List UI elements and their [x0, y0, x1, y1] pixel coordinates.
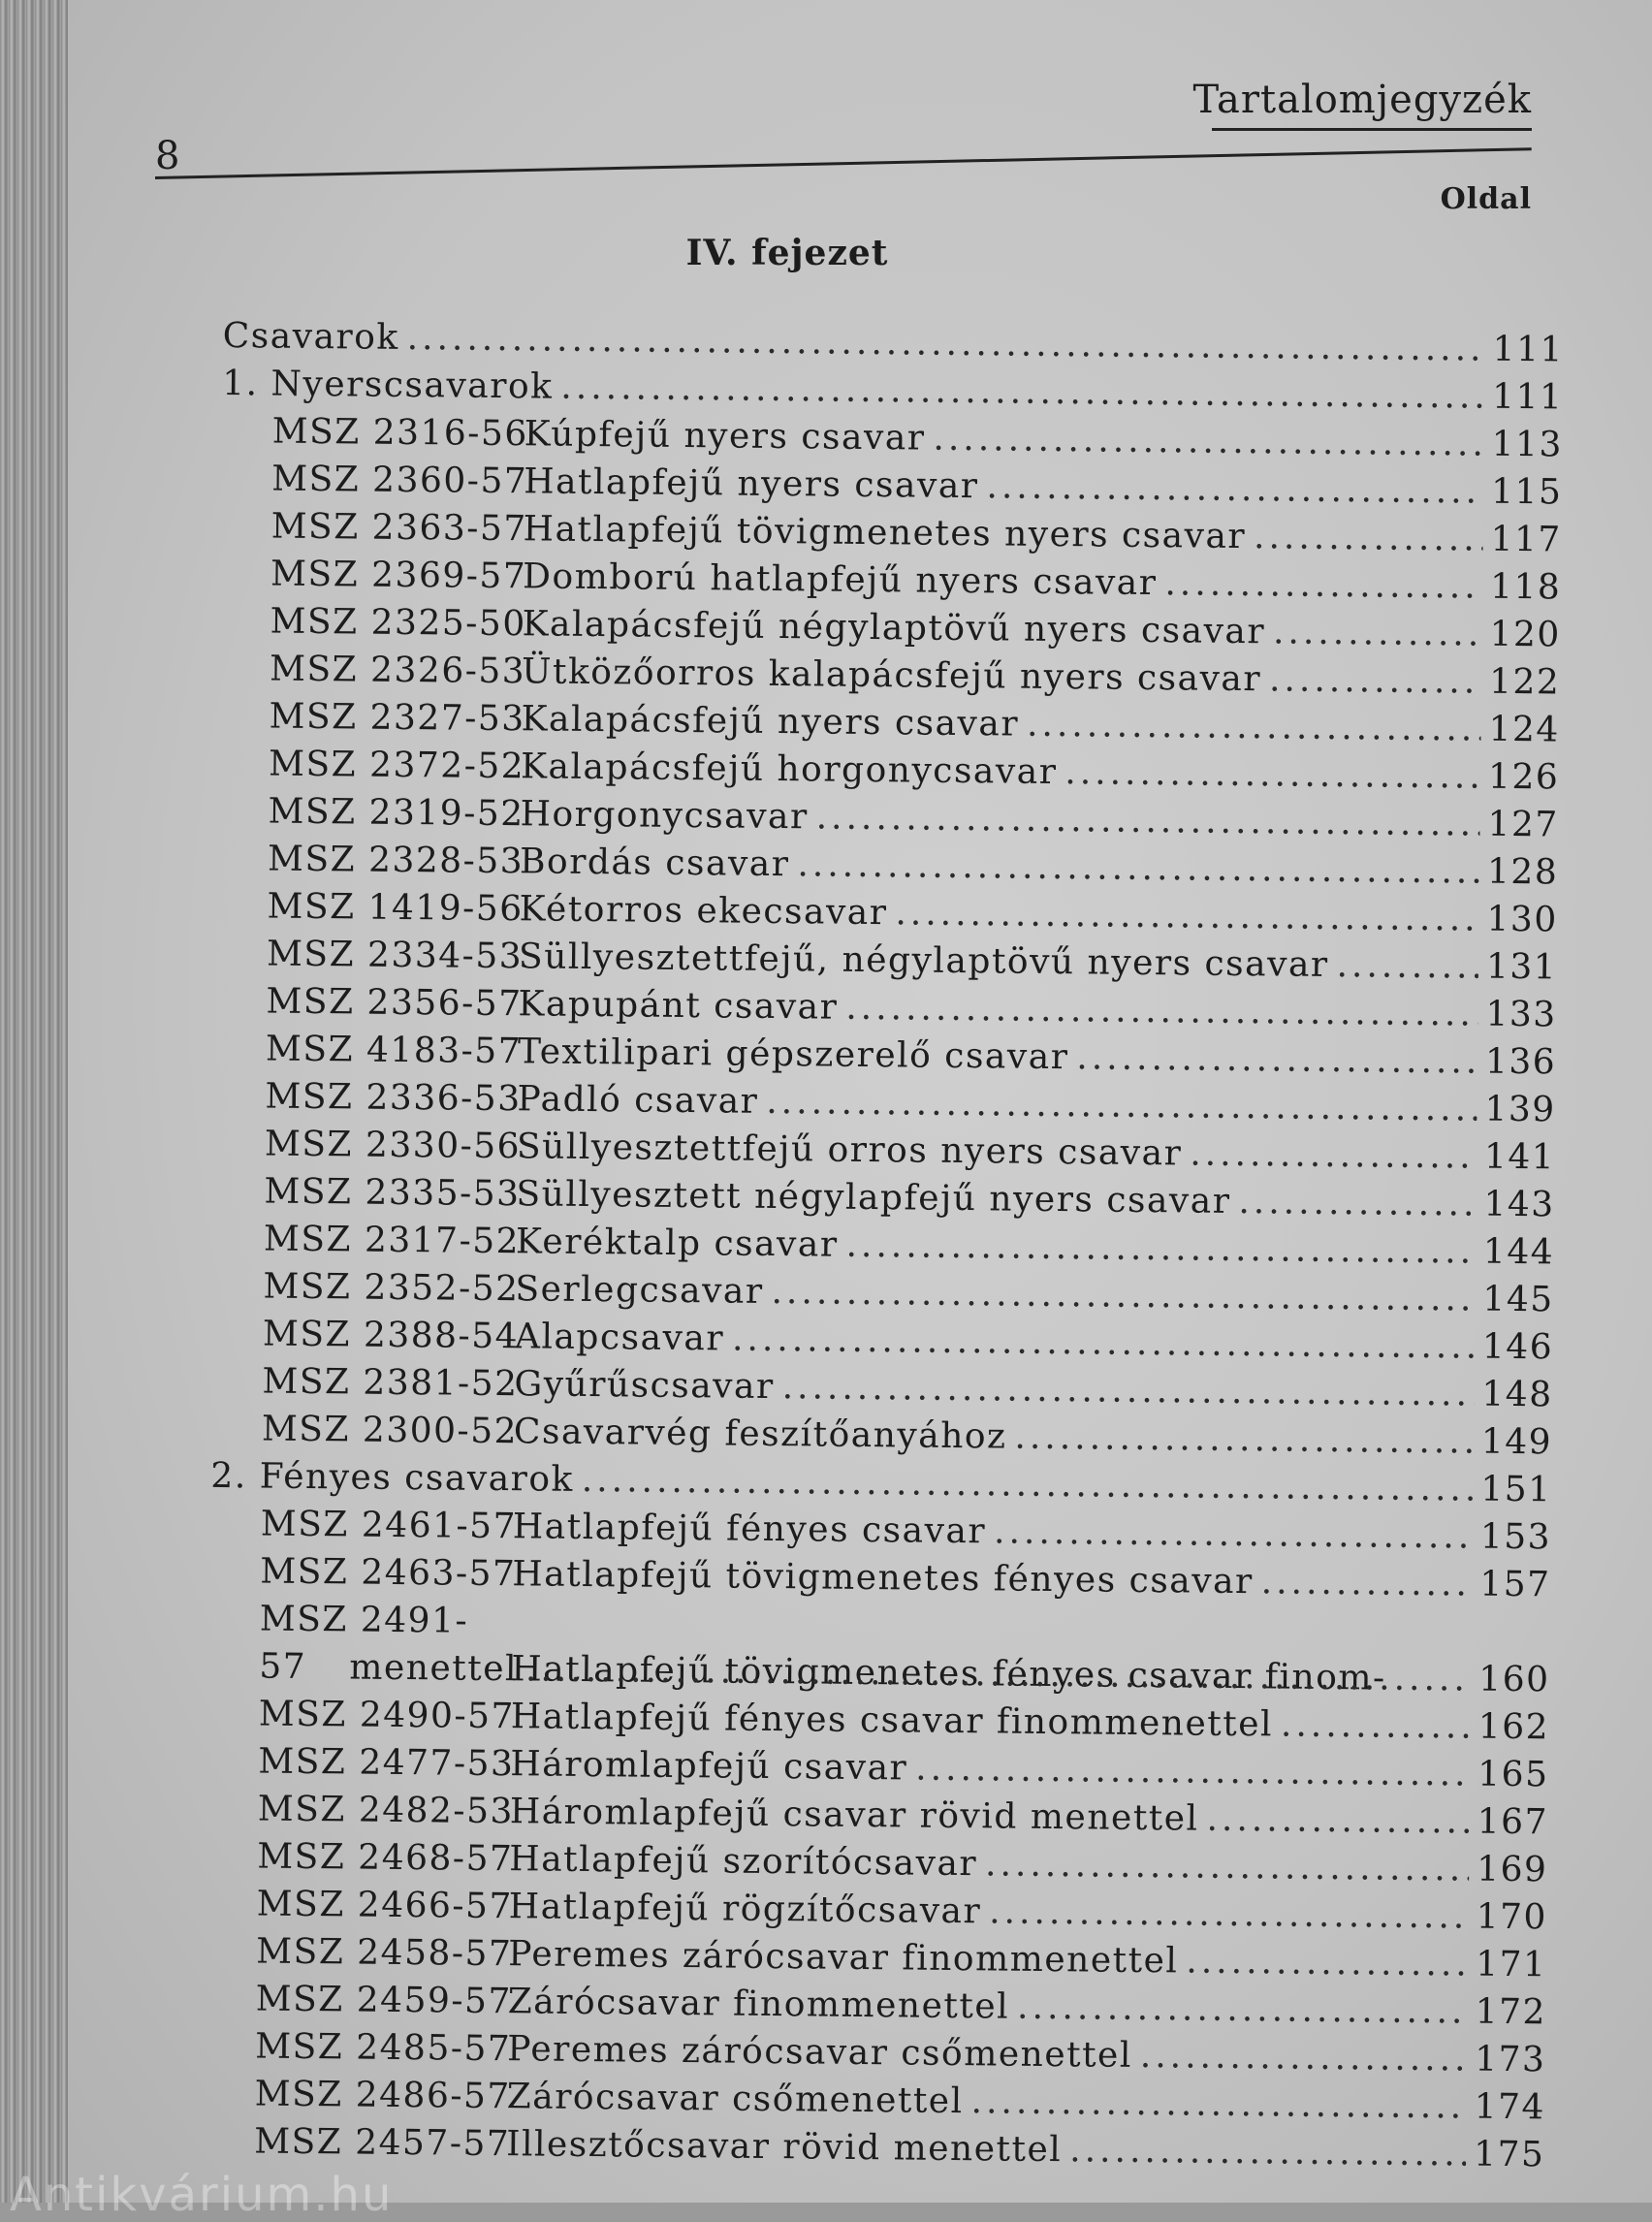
- toc-page-number: 118: [1489, 566, 1562, 608]
- toc-page-number: 169: [1477, 1849, 1548, 1890]
- page-column-label: Oldal: [1440, 182, 1532, 216]
- toc-page-number: 171: [1476, 1944, 1547, 1985]
- toc-title: Süllyesztettfejű, négylaptövű nyers csavar: [518, 936, 1329, 985]
- toc-leader-dots: [1076, 1033, 1477, 1085]
- toc-code: MSZ 2477-53: [258, 1741, 515, 1785]
- toc-page-number: 162: [1477, 1706, 1550, 1748]
- toc-title: Kalapácsfejű négylaptövű nyers csavar: [522, 604, 1266, 652]
- toc-title: Peremes zárócsavar csőmenettel: [507, 2029, 1133, 2076]
- toc-page-number: 127: [1487, 804, 1559, 845]
- toc-title: Kalapácsfejű nyers csavar: [521, 699, 1020, 745]
- toc-title: Süllyesztett négylapfejű nyers csavar: [516, 1174, 1231, 1222]
- toc-title: Kúpfejű nyers csavar: [524, 414, 926, 459]
- toc-code: MSZ 1419-56: [267, 886, 524, 930]
- toc-list: [209, 312, 1565, 1608]
- chapter-heading: [0, 233, 1652, 273]
- toc-code: MSZ 2372-52: [268, 744, 525, 787]
- toc-code: MSZ 2352-52: [263, 1266, 520, 1310]
- toc-code: MSZ 2486-57: [254, 2074, 512, 2117]
- toc-leader-dots: [1164, 559, 1482, 610]
- toc-title: Hatlapfejű rögzítőcsavar: [508, 1887, 982, 1932]
- toc-leader-dots: [1281, 1701, 1471, 1751]
- toc-leader-dots: [845, 984, 1478, 1038]
- toc-page-number: 167: [1477, 1801, 1549, 1843]
- toc-code: MSZ 2491-57: [259, 1599, 469, 1687]
- toc-page-number: 146: [1481, 1326, 1554, 1368]
- toc-title: Háromlapfejű csavar: [510, 1744, 908, 1789]
- header-rule: [155, 147, 1532, 179]
- chapter-title: IV. fejezet: [685, 233, 889, 273]
- toc-title: Süllyesztettfejű orros nyers csavar: [516, 1127, 1183, 1174]
- toc-title: Hatlapfejű nyers csavar: [523, 461, 979, 507]
- toc-title: Peremes zárócsavar finommenettel: [508, 1934, 1179, 1982]
- toc-leader-dots: [1261, 1558, 1473, 1607]
- toc-code: MSZ 2485-57: [255, 2026, 512, 2070]
- toc-code: MSZ 2458-57: [256, 1931, 513, 1975]
- toc-code: MSZ 2328-53: [267, 839, 524, 882]
- toc-page-number: 111: [1492, 329, 1565, 370]
- toc-title: Csavarok: [222, 315, 399, 358]
- toc-code: MSZ 2325-50: [270, 601, 526, 645]
- toc-title-continuation: menettel: [349, 1647, 519, 1690]
- running-title: Tartalomjegyzék: [1192, 78, 1532, 122]
- toc-code: MSZ 2466-57: [256, 1884, 514, 1927]
- toc-leader-dots: [989, 1888, 1469, 1940]
- toc-code: MSZ 2300-52: [261, 1409, 519, 1452]
- toc-title: 1. Nyerscsavarok: [222, 363, 554, 407]
- toc-code: MSZ 2468-57: [257, 1836, 514, 1880]
- toc-leader-dots: [1206, 1795, 1470, 1846]
- toc-leader-dots: [845, 1222, 1476, 1276]
- toc-leader-dots: [1014, 1413, 1474, 1466]
- toc-code: MSZ 2317-52: [263, 1219, 521, 1262]
- toc-leader-dots: [915, 1745, 1471, 1798]
- toc-leader-dots: [970, 2078, 1467, 2130]
- toc-page-number: 170: [1476, 1896, 1548, 1938]
- toc-page-number: 122: [1488, 661, 1561, 703]
- toc-leader-dots: [815, 793, 1479, 847]
- toc-page-number: 174: [1474, 2086, 1546, 2128]
- toc-leader-dots: [781, 1363, 1474, 1417]
- toc-title: Serlegcsavar: [515, 1269, 764, 1312]
- toc-title: Hatlapfejű fényes csavar: [512, 1507, 987, 1552]
- toc-leader-dots: [1027, 701, 1481, 753]
- toc-page-number: 126: [1487, 756, 1560, 798]
- toc-leader-dots: [771, 1268, 1475, 1323]
- page-header: [155, 78, 1532, 184]
- toc-code: MSZ 2369-57: [270, 554, 527, 597]
- toc-code: MSZ 2319-52: [268, 791, 524, 835]
- toc-code: MSZ 2330-56: [264, 1124, 522, 1167]
- toc-code: MSZ 2457-57: [254, 2121, 511, 2165]
- toc-leader-dots: [797, 841, 1479, 895]
- toc-code: MSZ 2388-54: [262, 1314, 520, 1357]
- toc-leader-dots: [895, 889, 1479, 942]
- toc-leader-dots: [1238, 1178, 1476, 1228]
- toc-page-number: 141: [1483, 1136, 1556, 1178]
- toc-leader-dots: [1186, 1937, 1468, 1987]
- toc-page-number: 111: [1491, 376, 1564, 418]
- toc-page-number: 151: [1480, 1469, 1552, 1510]
- toc-code: MSZ 2381-52: [262, 1361, 519, 1405]
- toc-title: Hatlapfejű fényes csavar finommenettel: [510, 1697, 1274, 1745]
- toc-leader-dots: [766, 1078, 1477, 1133]
- toc-page-number: 165: [1477, 1754, 1549, 1795]
- table-of-contents: [204, 312, 1565, 2178]
- toc-title: Alapcsavar: [514, 1317, 725, 1359]
- toc-code: MSZ 2360-57: [270, 459, 528, 502]
- toc-title: Kalapácsfejű horgonycsavar: [520, 746, 1058, 793]
- toc-page-number: 130: [1486, 899, 1558, 940]
- toc-leader-dots: [1140, 2032, 1468, 2083]
- toc-title: Zárócsavar csőmenettel: [506, 2077, 964, 2122]
- toc-title: Horgonycsavar: [520, 794, 809, 838]
- toc-leader-dots: [732, 1316, 1475, 1371]
- toc-title: Hatlapfejű szorítócsavar: [509, 1839, 978, 1885]
- toc-page-number: 113: [1491, 424, 1564, 465]
- toc-page-number: 139: [1484, 1089, 1556, 1130]
- book-spine: [0, 0, 68, 2203]
- toc-title: Csavarvég feszítőanyához: [513, 1412, 1007, 1457]
- header-rule-right: [1212, 128, 1532, 131]
- toc-code: MSZ 2316-56: [271, 411, 528, 455]
- toc-leader-dots: [1064, 748, 1480, 800]
- toc-leader-dots: [1336, 941, 1478, 991]
- toc-title: Zárócsavar finommenettel: [507, 1982, 1010, 2027]
- toc-code: MSZ 2461-57: [260, 1504, 518, 1547]
- toc-list-continued: [204, 1690, 1550, 2178]
- toc-title: 2. Fényes csavarok: [210, 1455, 575, 1500]
- toc-entry-wrapped[interactable]: [208, 1595, 1550, 1703]
- toc-page-number: 173: [1474, 2039, 1546, 2080]
- toc-code: MSZ 2463-57: [260, 1551, 517, 1595]
- toc-code: MSZ 2334-53: [266, 934, 524, 977]
- toc-title: Hatlapfejű tövigmenetes fényes csavar: [512, 1554, 1254, 1603]
- toc-title: Bordás csavar: [519, 841, 790, 885]
- toc-code: MSZ 2459-57: [255, 1979, 513, 2022]
- page-number: 8: [155, 134, 180, 178]
- toc-leader-dots: [985, 1840, 1470, 1892]
- toc-title: Kétorros ekecsavar: [519, 889, 888, 934]
- toc-page-number: 157: [1479, 1564, 1551, 1605]
- toc-page-number: 145: [1482, 1279, 1554, 1320]
- toc-page-number: 160: [1478, 1659, 1550, 1700]
- toc-code: MSZ 4183-57: [265, 1029, 523, 1072]
- toc-title: Keréktalp csavar: [515, 1222, 839, 1265]
- toc-page-number: 128: [1486, 851, 1559, 893]
- toc-title: Hatlapfejű tövigmenetes fényes csavar finom-: [511, 1649, 1386, 1698]
- toc-title: Háromlapfejű csavar rövid menettel: [509, 1792, 1199, 1839]
- toc-page-number: 131: [1485, 946, 1558, 988]
- toc-title: Hatlapfejű tövigmenetes nyers csavar: [523, 509, 1247, 557]
- toc-leader-dots: [1190, 1129, 1477, 1180]
- toc-page-number: 144: [1482, 1231, 1555, 1273]
- toc-page-number: 136: [1484, 1041, 1557, 1083]
- toc-leader-dots: [986, 462, 1483, 515]
- toc-code: MSZ 2327-53: [269, 696, 525, 740]
- toc-title: Illesztőcsavar rövid menettel: [506, 2124, 1063, 2171]
- toc-page-number: 153: [1479, 1516, 1552, 1558]
- toc-page-number: 115: [1490, 471, 1563, 513]
- toc-page-number: 124: [1488, 709, 1560, 750]
- toc-page-number: 120: [1489, 614, 1562, 655]
- toc-title: Kapupánt csavar: [518, 984, 839, 1028]
- toc-title: Gyűrűscsavar: [514, 1364, 775, 1408]
- toc-leader-dots: [994, 1508, 1473, 1560]
- toc-code: MSZ 2356-57: [266, 981, 523, 1025]
- toc-page-number: 172: [1475, 1991, 1547, 2033]
- toc-title: Padló csavar: [517, 1079, 759, 1122]
- toc-leader-dots: [1017, 1984, 1468, 2036]
- toc-leader-dots: [1269, 655, 1481, 705]
- watermark: Antikvárium.hu: [10, 2168, 394, 2222]
- toc-page-number: 148: [1481, 1374, 1553, 1415]
- toc-leader-dots: [933, 415, 1484, 468]
- toc-code: MSZ 2336-53: [265, 1076, 522, 1120]
- toc-leader-dots: [1069, 2126, 1466, 2177]
- toc-code: MSZ 2335-53: [264, 1171, 521, 1215]
- toc-page-number: 117: [1490, 519, 1563, 560]
- toc-page-number: 149: [1480, 1421, 1553, 1463]
- toc-code: MSZ 2326-53: [269, 649, 526, 692]
- toc-title: Ütközőorros kalapácsfejű nyers csavar: [521, 651, 1262, 700]
- toc-code: MSZ 2490-57: [258, 1694, 516, 1737]
- toc-page-number: 133: [1485, 994, 1557, 1035]
- toc-page-number: 143: [1483, 1184, 1555, 1225]
- toc-code: MSZ 2482-53: [257, 1789, 515, 1832]
- toc-title: Domború hatlapfejű nyers csavar: [522, 556, 1158, 604]
- toc-code: MSZ 2363-57: [270, 506, 527, 550]
- toc-page-number: 175: [1473, 2134, 1545, 2175]
- toc-leader-dots: [1273, 608, 1482, 657]
- toc-title: Textilipari gépszerelő csavar: [517, 1032, 1069, 1078]
- toc-leader-dots: [1254, 513, 1483, 562]
